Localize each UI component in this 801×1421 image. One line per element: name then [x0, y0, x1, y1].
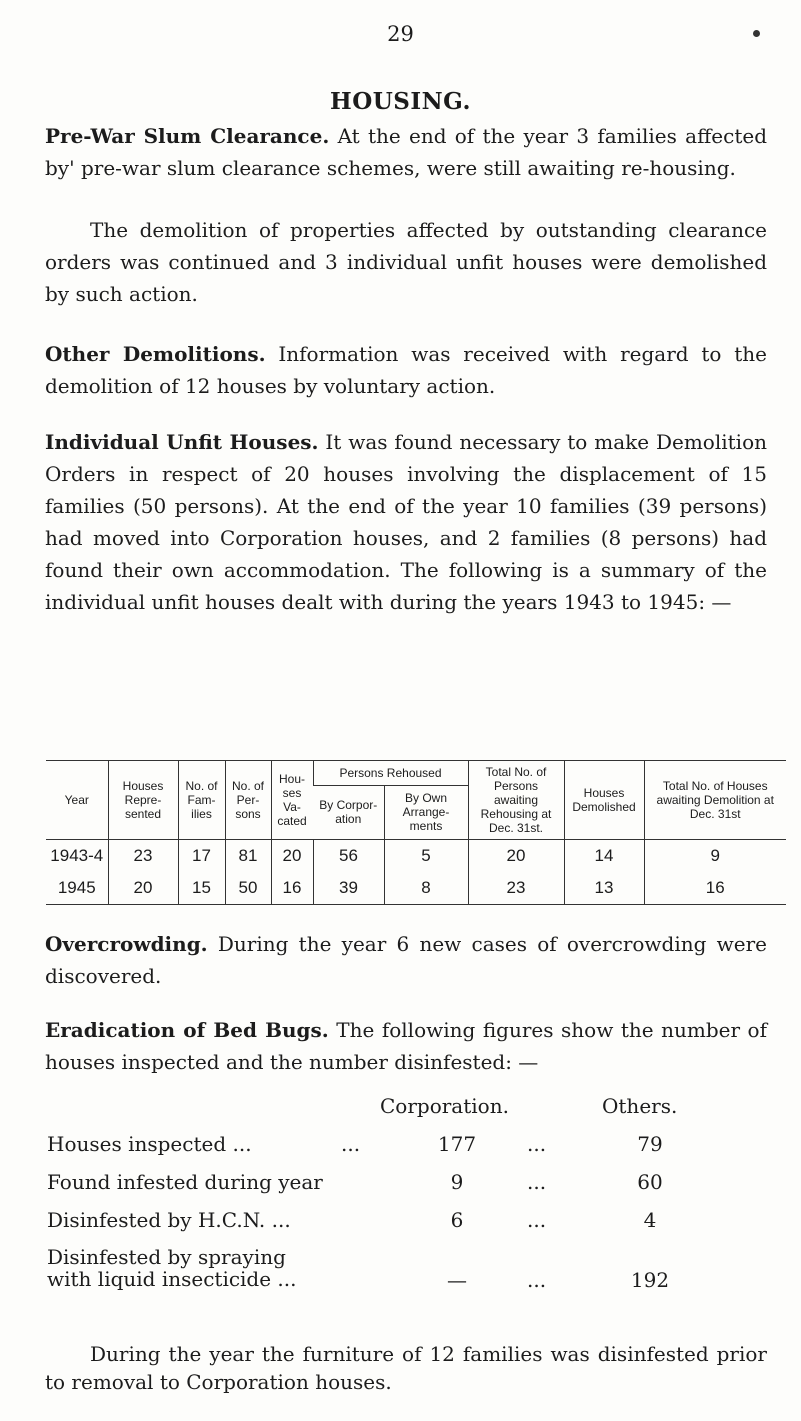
paragraph-text: At the end of the year 3 families affected by' pre-war slum clearance schemes, were still awaiting re-housing.: [45, 124, 768, 180]
row-label: Houses inspected ...: [47, 1132, 252, 1156]
table-cell: 20: [271, 840, 313, 873]
paragraph-individual-unfit: [45, 426, 767, 618]
leader-dots: ...: [527, 1132, 547, 1156]
paragraph-text: During the year 6 new cases of overcrowding were discovered.: [45, 932, 767, 988]
row-label-line: with liquid insecticide ...: [47, 1267, 297, 1291]
header-year: Year: [46, 761, 108, 840]
leader-dots: ...: [341, 1132, 361, 1156]
table-row: [46, 872, 786, 905]
table-cell: 81: [225, 840, 271, 873]
paragraph-text: During the year the furniture of 12 families was disinfested prior to removal to Corporation houses.: [45, 1342, 767, 1394]
list-item: [47, 1170, 767, 1208]
table-cell: 16: [644, 872, 786, 905]
list-item: [47, 1246, 767, 1302]
corporation-value: —: [447, 1268, 467, 1292]
paragraph-demolition: [45, 214, 767, 310]
list-item: [47, 1208, 767, 1246]
list-item: [47, 1132, 767, 1170]
paragraph-lead: Pre-War Slum Clearance.: [45, 124, 330, 148]
table-cell: 23: [468, 872, 564, 905]
bed-bugs-figures: [47, 1094, 767, 1302]
table-cell: 50: [225, 872, 271, 905]
others-value: 192: [630, 1268, 670, 1292]
leader-dots: ...: [527, 1208, 547, 1232]
table-cell: 16: [271, 872, 313, 905]
header-houses-represented: Houses Repre- sented: [108, 761, 178, 840]
row-label-line: Disinfested by spraying: [47, 1245, 286, 1269]
header-total-awaiting-demolition: Total No. of Houses awaiting Demolition at Dec. 31st: [644, 761, 786, 840]
table-cell: 13: [564, 872, 644, 905]
table-cell: 17: [178, 840, 225, 873]
paragraph-prewar: [45, 120, 767, 184]
table-cell: 23: [108, 840, 178, 873]
table-cell: 1943-4: [46, 840, 108, 873]
header-persons-rehoused: Persons Rehoused: [313, 761, 468, 786]
others-value: 4: [643, 1208, 657, 1232]
page-number: 29: [387, 22, 414, 46]
corporation-value: 6: [450, 1208, 464, 1232]
corporation-value: 9: [450, 1170, 464, 1194]
header-families: No. of Fam- ilies: [178, 761, 225, 840]
column-corporation: Corporation.: [380, 1094, 509, 1118]
page-mark: [753, 30, 760, 37]
paragraph-bed-bugs: [45, 1014, 767, 1078]
paragraph-text: Information was received with regard to the demolition of 12 houses by voluntary action.: [45, 342, 767, 398]
paragraph-text: The following figures show the number of houses inspected and the number disinfested: —: [45, 1018, 767, 1074]
table-cell: 15: [178, 872, 225, 905]
unfit-houses-summary-table: [46, 760, 786, 905]
paragraph-lead: Individual Unfit Houses.: [45, 430, 319, 454]
table-cell: 20: [468, 840, 564, 873]
paragraph-lead: Eradication of Bed Bugs.: [45, 1018, 329, 1042]
section-title: HOUSING.: [329, 88, 472, 115]
paragraph-furniture: [45, 1340, 767, 1396]
column-others: Others.: [602, 1094, 678, 1118]
header-houses-vacated: Hou- ses Va- cated: [271, 761, 313, 840]
leader-dots: ...: [527, 1268, 547, 1292]
header-by-own-arrangements: By Own Arrange- ments: [384, 785, 468, 839]
row-label: Found infested during year: [47, 1170, 323, 1194]
leader-dots: ...: [527, 1170, 547, 1194]
table-cell: 8: [384, 872, 468, 905]
header-houses-demolished: Houses Demolished: [564, 761, 644, 840]
table-cell: 39: [313, 872, 384, 905]
paragraph-overcrowding: [45, 928, 767, 992]
corporation-value: 177: [437, 1132, 477, 1156]
row-label: [47, 1246, 297, 1290]
others-value: 60: [637, 1170, 663, 1194]
paragraph-lead: Other Demolitions.: [45, 342, 266, 366]
paragraph-text: The demolition of properties affected by outstanding clearance orders was continued and 3 individual unfit houses were demolished by such action.: [45, 218, 767, 306]
table-cell: 56: [313, 840, 384, 873]
table-cell: 9: [644, 840, 786, 873]
others-value: 79: [637, 1132, 663, 1156]
paragraph-other-demolitions: [45, 338, 767, 402]
header-by-corporation: By Corpor- ation: [313, 785, 384, 839]
column-headers: [47, 1094, 767, 1132]
table-cell: 5: [384, 840, 468, 873]
header-persons: No. of Per- sons: [225, 761, 271, 840]
paragraph-lead: Overcrowding.: [45, 932, 208, 956]
table-cell: 1945: [46, 872, 108, 905]
table-cell: 20: [108, 872, 178, 905]
paragraph-text: It was found necessary to make Demolition Orders in respect of 20 houses involving the displacement of 15 families (50 persons). At the end of the year 10 families (39 persons) had moved into Corporation houses, and 2 families (8 persons) had found their own accommodation. The following is a summary of the individual unfit houses dealt with during the years 1943 to 1945: —: [45, 430, 767, 614]
header-total-awaiting-rehousing: Total No. of Persons awaiting Rehousing at Dec. 31st.: [468, 761, 564, 840]
row-label: Disinfested by H.C.N. ...: [47, 1208, 291, 1232]
table-cell: 14: [564, 840, 644, 873]
table-row: [46, 840, 786, 873]
